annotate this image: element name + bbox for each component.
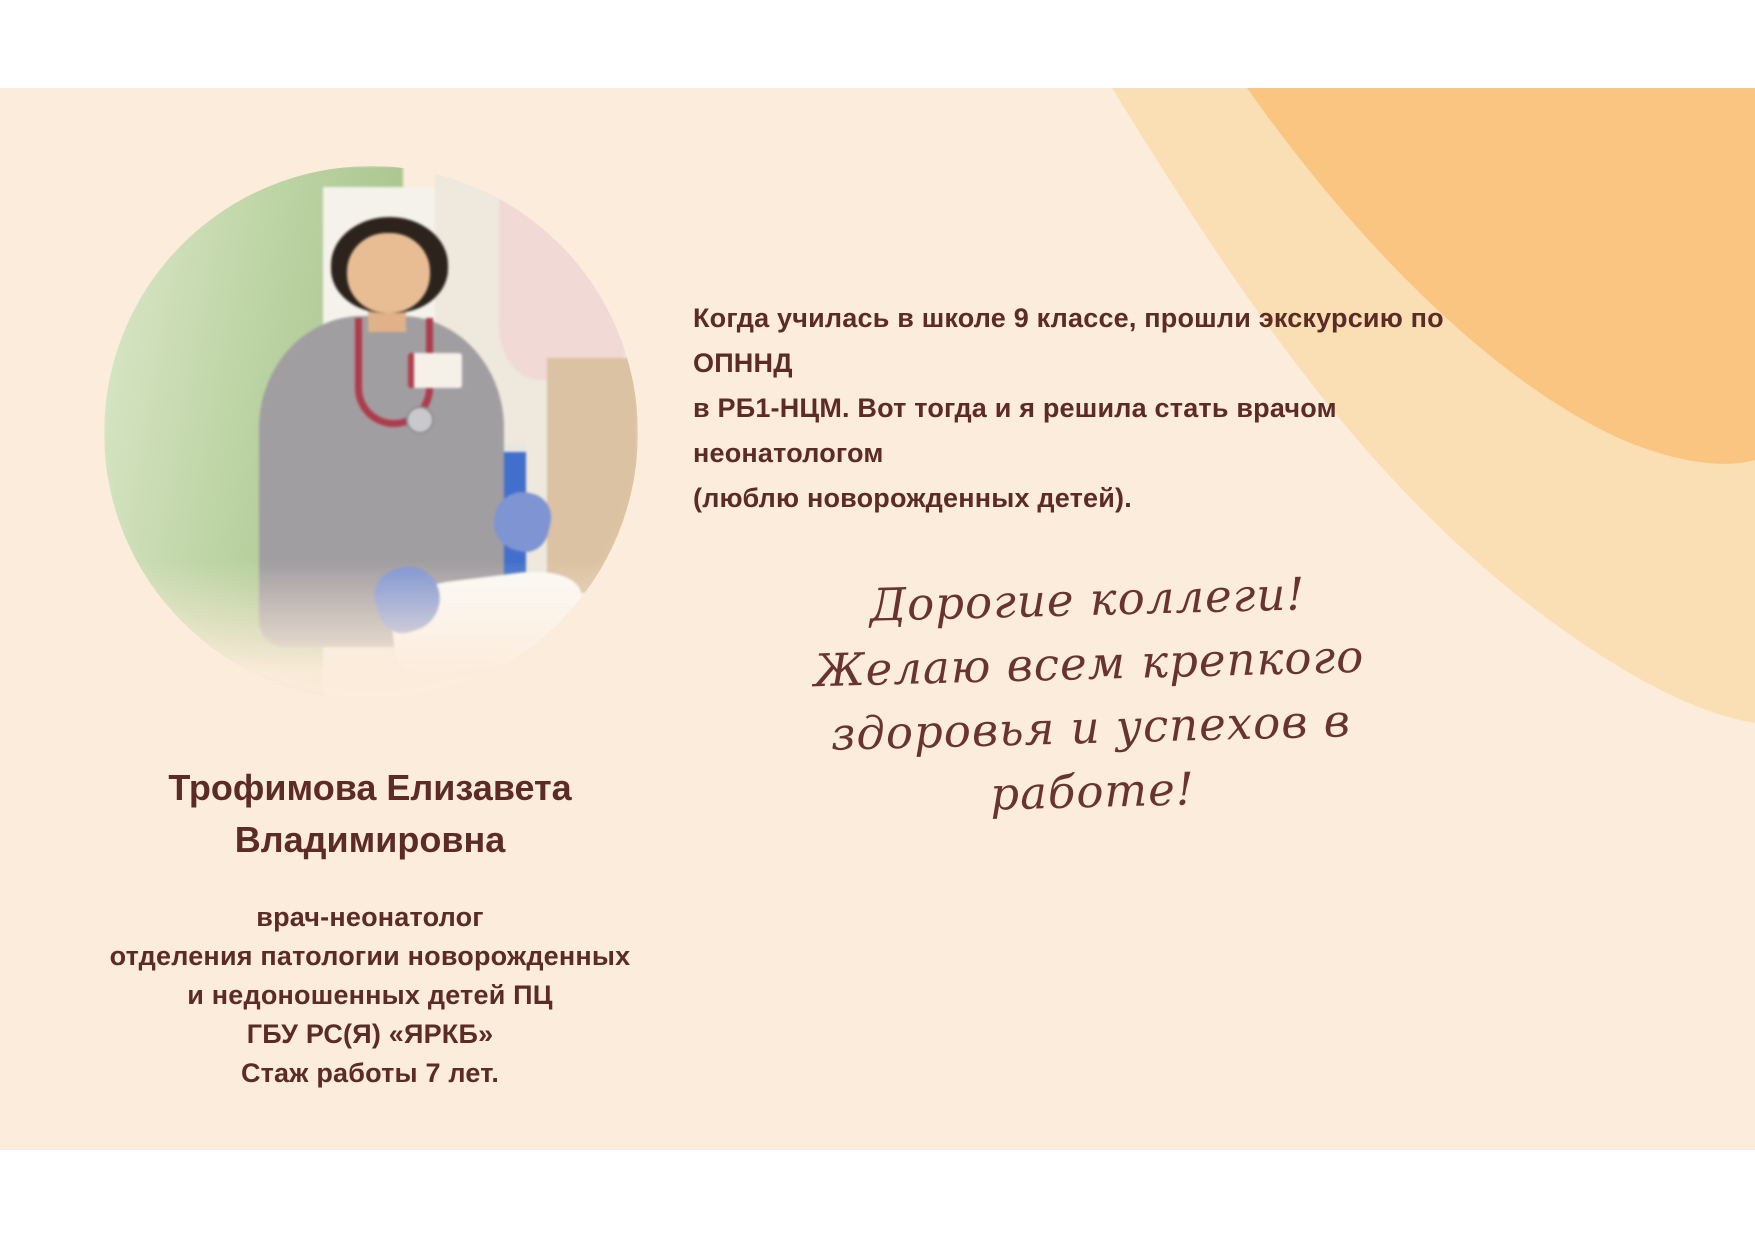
photo-name-badge bbox=[408, 353, 462, 388]
greeting-line-2: Желаю всем крепкого bbox=[813, 629, 1365, 698]
doctor-details bbox=[20, 898, 720, 1093]
doctor-name-line-2: Владимировна bbox=[234, 819, 506, 860]
photo-beige-wall bbox=[547, 358, 638, 593]
photo-doctor-face bbox=[347, 233, 430, 313]
doctor-department-line-1: отделения патологии новорожденных bbox=[109, 941, 631, 971]
quote-line-3: (люблю новорожденных детей). bbox=[693, 483, 1132, 513]
doctor-hospital: ГБУ РС(Я) «ЯРКБ» bbox=[246, 1019, 494, 1049]
greeting-script-text bbox=[767, 560, 1413, 833]
quote-line-2: в РБ1-НЦМ. Вот тогда и я решила стать врачом неонатологом bbox=[693, 393, 1337, 468]
quote-line-1: Когда училась в школе 9 классе, прошли экскурсию по ОПННД bbox=[693, 303, 1444, 378]
doctor-department-line-2: и недоношенных детей ПЦ bbox=[187, 980, 553, 1010]
doctor-experience: Стаж работы 7 лет. bbox=[240, 1058, 500, 1088]
photo-pink-curtain bbox=[499, 198, 638, 380]
doctor-photo bbox=[104, 166, 638, 700]
greeting-line-3: здоровья и успехов в работе! bbox=[830, 694, 1352, 821]
doctor-name-line-1: Трофимова Елизавета bbox=[168, 767, 572, 808]
doctor-title: врач-неонатолог bbox=[256, 902, 484, 932]
greeting-line-1: Дорогие коллеги! bbox=[868, 567, 1307, 632]
photo-bottom-fade bbox=[104, 561, 638, 700]
doctor-name bbox=[40, 762, 700, 866]
quote-paragraph bbox=[693, 296, 1513, 521]
stethoscope-chestpiece-icon bbox=[406, 406, 434, 434]
